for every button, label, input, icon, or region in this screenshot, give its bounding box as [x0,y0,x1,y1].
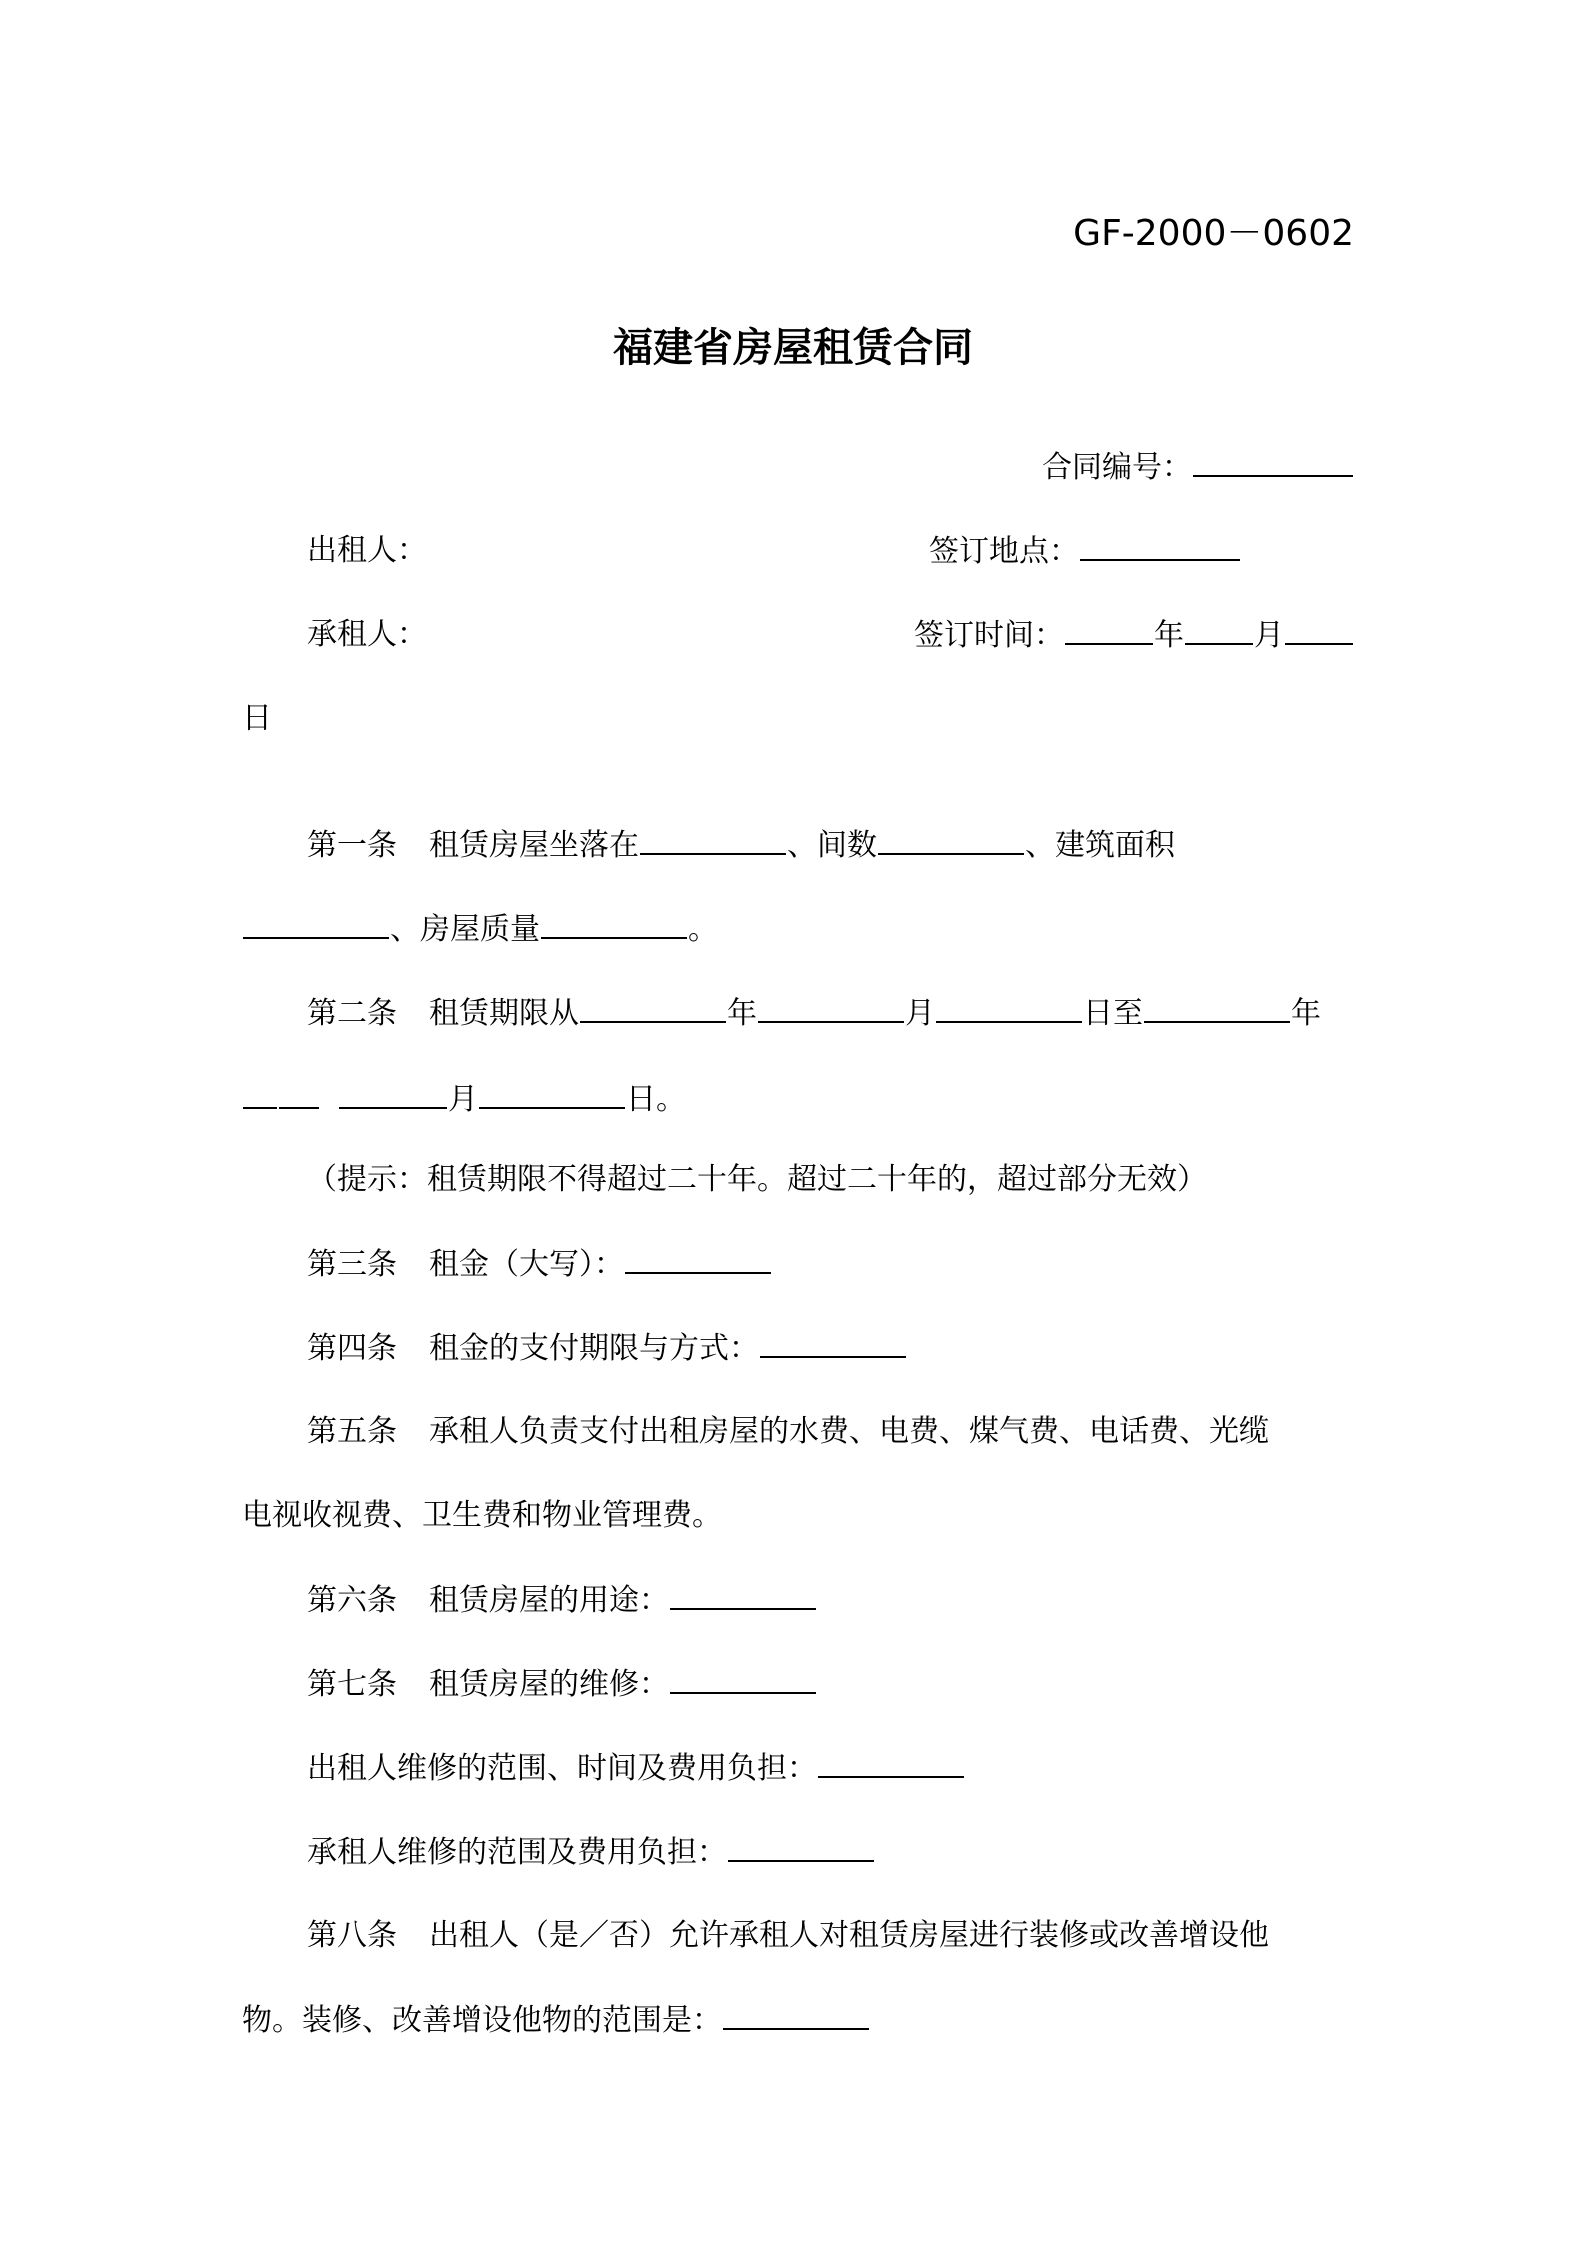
start-year-unit: 年 [727,996,757,1031]
article-5-line-2: 电视收视费、卫生费和物业管理费。 [242,1498,722,1533]
article-4 [307,1330,907,1367]
contract-title: 福建省房屋租赁合同 [613,325,973,371]
article-2-line-1 [307,995,1321,1032]
payment-terms-blank[interactable] [760,1330,906,1358]
lessor-repair-row [307,1750,965,1787]
usage-blank[interactable] [670,1582,816,1610]
renovation-scope-blank[interactable] [723,2002,869,2030]
article-4-number: 第四条 [307,1331,397,1366]
lessee-repair-row [307,1834,875,1871]
article-2-line-2 [242,1081,686,1118]
end-day-unit: 日。 [626,1082,686,1117]
article-6-number: 第六条 [307,1583,397,1618]
article-8-text-1: 出租人（是／否）允许承租人对租赁房屋进行装修或改善增设他 [429,1918,1269,1953]
article-1-line-1 [307,827,1175,864]
repair-blank[interactable] [670,1666,816,1694]
term-hint: （提示：租赁期限不得超过二十年。超过二十年的，超过部分无效） [307,1162,1207,1197]
article-1-end: 。 [688,912,718,947]
article-8-line-1 [307,1918,1269,1954]
sign-year-unit: 年 [1154,618,1184,653]
article-8-text-2: 物。装修、改善增设他物的范围是： [242,2003,722,2038]
article-7 [307,1666,817,1703]
article-1-text-quality: 、房屋质量 [390,912,540,947]
article-3 [307,1246,772,1283]
end-year-unit: 年 [1291,996,1321,1031]
article-3-text: 租金（大写）： [429,1247,624,1282]
article-8-line-2 [242,2002,870,2039]
lessee-repair-blank[interactable] [728,1834,874,1862]
sign-time-label: 签订时间： [914,618,1064,653]
lessee-label: 承租人： [307,617,427,652]
sign-time-row [914,617,1354,654]
sign-year-blank[interactable] [1065,617,1153,645]
start-day-blank[interactable] [936,995,1082,1023]
location-blank[interactable] [640,827,786,855]
article-2-number: 第二条 [307,996,397,1031]
start-month-blank[interactable] [758,995,904,1023]
start-year-blank[interactable] [580,995,726,1023]
start-day-unit: 日至 [1083,996,1143,1031]
contract-number-label: 合同编号： [1042,450,1192,485]
contract-number-row [1042,449,1354,486]
article-4-text: 租金的支付期限与方式： [429,1331,759,1366]
sign-day-unit: 日 [242,701,272,736]
end-month-blank[interactable] [339,1081,447,1109]
article-5-line-1 [307,1414,1269,1450]
end-year-blank-2b[interactable] [279,1081,319,1109]
article-3-number: 第三条 [307,1247,397,1282]
article-1-number: 第一条 [307,828,397,863]
end-month-unit: 月 [448,1082,478,1117]
sign-place-label: 签订地点： [929,534,1079,569]
article-5-number: 第五条 [307,1414,397,1449]
sign-place-row [929,533,1241,570]
rooms-blank[interactable] [878,827,1024,855]
sign-place-blank[interactable] [1080,533,1240,561]
area-blank[interactable] [243,911,389,939]
end-year-blank-2a[interactable] [243,1081,277,1109]
article-7-number: 第七条 [307,1667,397,1702]
end-day-blank[interactable] [479,1081,625,1109]
sign-month-unit: 月 [1254,618,1284,653]
quality-blank[interactable] [541,911,687,939]
article-8-number: 第八条 [307,1918,397,1953]
article-6 [307,1582,817,1619]
article-7-text: 租赁房屋的维修： [429,1667,669,1702]
article-1-line-2 [242,911,718,948]
sign-month-blank[interactable] [1185,617,1253,645]
form-code: GF-2000－0602 [1073,213,1354,254]
article-6-text: 租赁房屋的用途： [429,1583,669,1618]
lessor-repair-text: 出租人维修的范围、时间及费用负担： [307,1751,817,1786]
article-5-text-1: 承租人负责支付出租房屋的水费、电费、煤气费、电话费、光缆 [429,1414,1269,1449]
lessor-repair-blank[interactable] [818,1750,964,1778]
end-year-blank[interactable] [1144,995,1290,1023]
article-1-text-rooms: 、间数 [787,828,877,863]
sign-day-blank[interactable] [1285,617,1353,645]
lessee-repair-text: 承租人维修的范围及费用负担： [307,1835,727,1870]
article-1-text-area: 、建筑面积 [1025,828,1175,863]
article-1-text-location: 租赁房屋坐落在 [429,828,639,863]
start-month-unit: 月 [905,996,935,1031]
rent-amount-blank[interactable] [625,1246,771,1274]
article-2-text-from: 租赁期限从 [429,996,579,1031]
contract-number-blank[interactable] [1193,449,1353,477]
lessor-label: 出租人： [307,533,427,568]
